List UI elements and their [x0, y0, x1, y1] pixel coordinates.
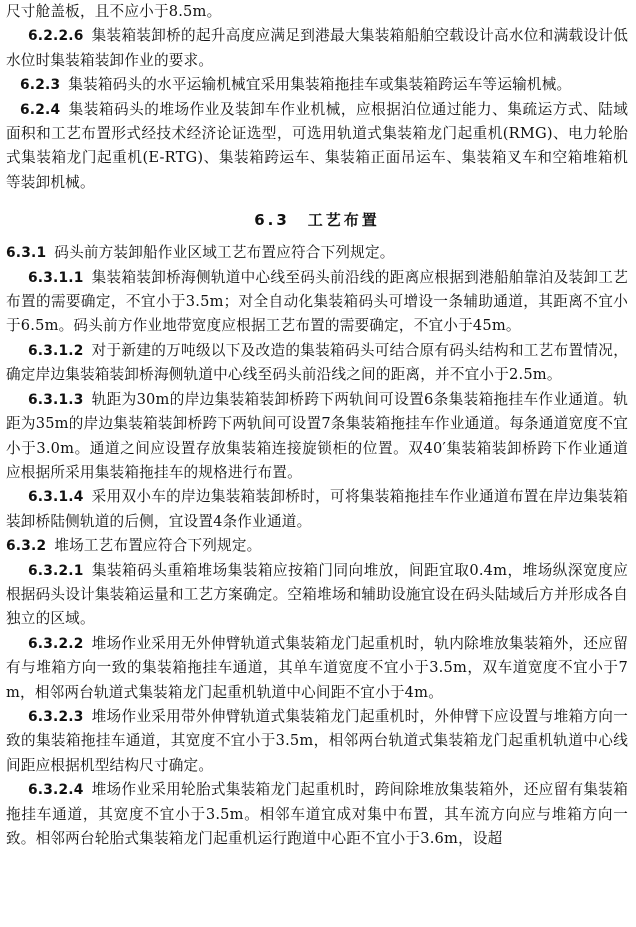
clause-paragraph: [6, 0, 628, 24]
clause-text: 集装箱装卸桥海侧轨道中心线至码头前沿线的距离应根据到港船舶靠泊及装卸工艺布置的需要确定，不宜小于3.5m；对全自动化集装箱码头可增设一条辅助通道，其距离不宜小于6.5m。码头前方作业地带宽度应根据工艺布置的需要确定，不宜小于45m。: [6, 268, 628, 335]
clause-number: 6.3.2.3: [28, 708, 84, 725]
clause-text: 堆场作业采用带外伸臂轨道式集装箱龙门起重机时，外伸臂下应设置与堆箱方向一致的集装箱拖挂车通道，其宽度不宜小于3.5m，相邻两台轨道式集装箱龙门起重机轨道中心线间距应根据机型结构尺寸确定。: [6, 707, 628, 774]
clause-number: 6.3.2.1: [28, 562, 84, 579]
clause-paragraph: [6, 485, 628, 534]
clause-text: 集装箱码头的水平运输机械宜采用集装箱拖挂车或集装箱跨运车等运输机械。: [68, 76, 572, 94]
clause-number: 6.3.1.3: [28, 391, 84, 408]
clause-paragraph: [6, 339, 628, 388]
clause-number: 6.2.3: [20, 77, 61, 94]
clause-text: 堆场作业采用无外伸臂轨道式集装箱龙门起重机时，轨内除堆放集装箱外，还应留有与堆箱方向一致的集装箱拖挂车通道，其单车道宽度不宜小于3.5m，双车道宽度不宜小于7m，相邻两台轨道式集装箱龙门起重机轨道中心间距不宜小于4m。: [6, 634, 628, 701]
clause-number: 6.3.1.4: [28, 489, 84, 506]
clause-paragraph: [6, 388, 628, 486]
clause-paragraph: [6, 24, 628, 73]
section-heading: [6, 207, 628, 233]
clause-paragraph: [6, 534, 628, 558]
clause-text: 对于新建的万吨级以下及改造的集装箱码头可结合原有码头结构和工艺布置情况，确定岸边集装箱装卸桥海侧轨道中心线至码头前沿线之间的距离，并不宜小于2.5m。: [6, 341, 628, 384]
clause-number: 6.2.2.6: [28, 28, 84, 45]
clause-paragraph: [6, 73, 628, 97]
clause-text: 尺寸舱盖板，且不应小于8.5m。: [6, 3, 222, 20]
clause-text: 采用双小车的岸边集装箱装卸桥时，可将集装箱拖挂车作业通道布置在岸边集装箱装卸桥陆侧轨道的后侧，宜设置4条作业通道。: [6, 488, 628, 530]
section-number: 6.3: [254, 211, 290, 230]
clause-paragraph: [6, 266, 628, 339]
clause-number: 6.3.1.2: [28, 342, 84, 359]
clause-text: 码头前方装卸船作业区域工艺布置应符合下列规定。: [54, 244, 395, 262]
clause-number: 6.3.1: [6, 245, 47, 262]
clause-paragraph: [6, 241, 628, 265]
clause-paragraph: [6, 559, 628, 632]
clause-paragraph: [6, 98, 628, 196]
clause-number: 6.3.2: [6, 538, 47, 555]
clause-text: 集装箱装卸桥的起升高度应满足到港最大集装箱船舶空载设计高水位和满载设计低水位时集装箱装卸作业的要求。: [6, 27, 628, 69]
clause-text: 集装箱码头的堆场作业及装卸车作业机械，应根据泊位通过能力、集疏运方式、陆域面积和工艺布置形式经技术经济论证选型，可选用轨道式集装箱龙门起重机(RMG)、电力轮胎式集装箱龙门起重机(E-RTG)、集装箱跨运车、集装箱正面吊运车、集装箱叉车和空箱堆箱机等装卸机械。: [6, 100, 628, 191]
clause-paragraph: [6, 778, 628, 851]
clause-group-6-3: [6, 241, 628, 851]
clause-paragraph: [6, 705, 628, 778]
clause-text: 轨距为30m的岸边集装箱装卸桥跨下两轨间可设置6条集装箱拖挂车作业通道。轨距为35m的岸边集装箱装卸桥跨下两轨间可设置7条集装箱拖挂车作业通道。每条通道宽度不宜小于3.0m。通道之间应设置存放集装箱连接旋锁柜的位置。双40′集装箱装卸桥跨下作业通道应根据所采用集装箱拖挂车的规格进行布置。: [6, 390, 628, 481]
clause-paragraph: [6, 632, 628, 705]
clause-text: 集装箱码头重箱堆场集装箱应按箱门同向堆放，间距宜取0.4m，堆场纵深宽度应根据码头设计集装箱运量和工艺方案确定。空箱堆场和辅助设施宜设在码头陆域后方并形成各自独立的区域。: [6, 561, 628, 628]
clause-group-6-2: [6, 0, 628, 195]
clause-text: 堆场工艺布置应符合下列规定。: [54, 537, 262, 555]
clause-number: 6.3.2.2: [28, 635, 84, 652]
clause-number: 6.3.2.4: [28, 782, 84, 799]
clause-number: 6.2.4: [20, 101, 61, 118]
clause-text: 堆场作业采用轮胎式集装箱龙门起重机时，跨间除堆放集装箱外，还应留有集装箱拖挂车通道，其宽度不宜小于3.5m。相邻车道宜成对集中布置，其车流方向应与堆箱方向一致。相邻两台轮胎式集装箱龙门起重机运行跑道中心距不宜小于3.6m，设超: [6, 781, 628, 847]
section-title: 工艺布置: [307, 211, 380, 230]
clause-number: 6.3.1.1: [28, 269, 84, 286]
